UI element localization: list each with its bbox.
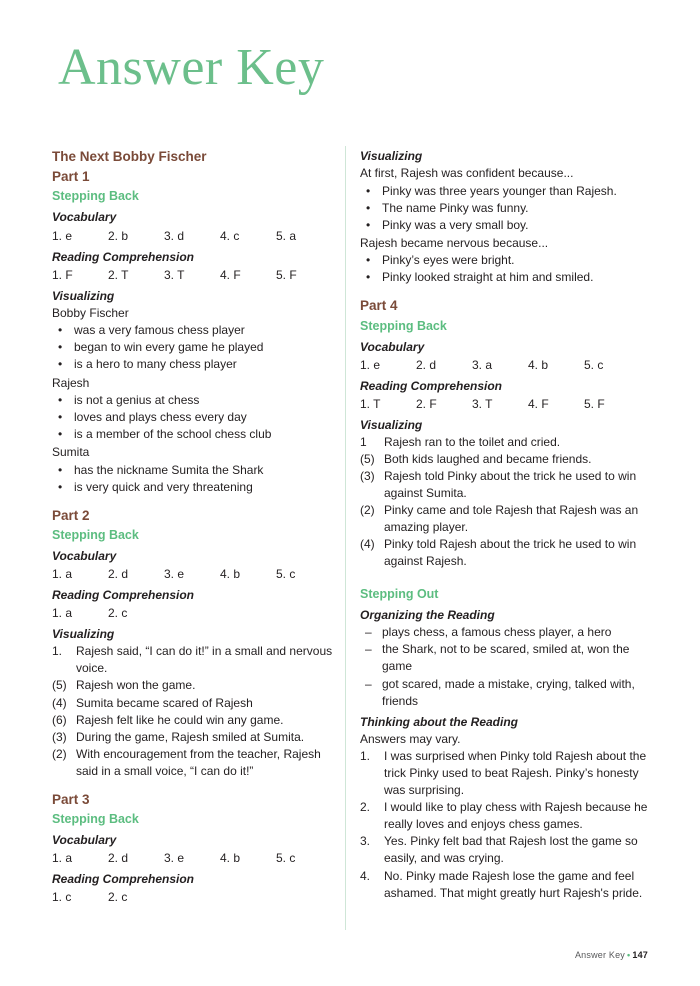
list-marker: (4) <box>360 537 375 552</box>
visualizing-intro: At first, Rajesh was confident because... <box>360 166 574 181</box>
group-bullet-list <box>52 322 342 373</box>
visualizing-bullet-list <box>360 183 650 234</box>
list-text: I would like to play chess with Rajesh because he really loves and enjoys chess games. <box>384 800 648 832</box>
unit-title: The Next Bobby Fischer <box>52 149 207 164</box>
label-visualizing-part-2: Visualizing <box>52 627 115 642</box>
answer-item: 2. d <box>108 850 129 865</box>
label-reading-comprehension-part-2: Reading Comprehension <box>52 588 195 603</box>
list-item <box>52 695 342 712</box>
answer-item: 3. d <box>164 228 185 243</box>
footer-page-number: 147 <box>632 950 648 960</box>
answer-item: 1. e <box>52 228 73 243</box>
list-item: • loves and plays chess every day <box>52 409 342 426</box>
list-marker: (4) <box>52 695 67 710</box>
page-title: Answer Key <box>58 39 325 96</box>
list-text: Rajesh ran to the toilet and cried. <box>384 435 561 450</box>
list-item: • is very quick and very threatening <box>52 479 342 496</box>
answer-item: 4. F <box>220 267 241 282</box>
answer-item: 4. b <box>528 357 549 372</box>
list-text: I was surprised when Pinky told Rajesh about the trick Pinky used to beat Rajesh. Pinky’s honesty was surprising. <box>384 749 647 798</box>
heading-stepping-back-part-3: Stepping Back <box>52 811 139 826</box>
visualizing-intro: Rajesh became nervous because... <box>360 235 549 250</box>
answers-vocabulary-part-3 <box>52 849 342 867</box>
group-name: Rajesh <box>52 375 90 390</box>
right-column <box>360 148 650 903</box>
answer-item: 4. b <box>220 567 241 582</box>
visualizing-bullet-list <box>360 252 650 286</box>
thinking-list <box>360 748 650 901</box>
label-vocabulary-part-2: Vocabulary <box>52 548 117 563</box>
answers-vocabulary-part-2 <box>52 565 342 583</box>
list-item <box>52 729 342 746</box>
list-item: • was a very famous chess player <box>52 322 342 339</box>
list-marker: 1. <box>52 644 63 659</box>
answer-item: 5. F <box>276 267 297 282</box>
heading-part-4: Part 4 <box>360 298 398 314</box>
list-marker: (2) <box>52 746 67 761</box>
list-text: Rajesh won the game. <box>76 678 196 693</box>
list-text: During the game, Rajesh smiled at Sumita. <box>76 729 305 744</box>
answer-item: 1. F <box>52 267 73 282</box>
footer-label: Answer Key <box>574 950 626 960</box>
list-text: Pinky came and tole Rajesh that Rajesh was an amazing player. <box>384 503 639 535</box>
list-item <box>360 468 650 502</box>
answer-item: 1. e <box>360 357 381 372</box>
label-thinking-about-the-reading: Thinking about the Reading <box>360 714 518 729</box>
list-marker: 1 <box>360 435 367 450</box>
answer-item: 1. a <box>52 567 73 582</box>
answers-reading-part-4 <box>360 395 650 413</box>
list-item <box>52 746 342 780</box>
organizing-list <box>360 624 650 709</box>
left-column <box>52 148 342 907</box>
list-marker: 2. <box>360 800 371 815</box>
list-item <box>52 677 342 694</box>
answer-item: 1. T <box>360 396 381 411</box>
answer-item: 4. b <box>220 850 241 865</box>
answer-item: 4. c <box>220 228 240 243</box>
answers-reading-part-2 <box>52 604 342 622</box>
list-item <box>360 502 650 536</box>
answer-item: 1. c <box>52 890 72 905</box>
label-vocabulary-part-3: Vocabulary <box>52 832 117 847</box>
answer-item: 3. e <box>164 850 185 865</box>
answers-reading-part-3 <box>52 888 342 906</box>
heading-stepping-back-part-4: Stepping Back <box>360 318 447 333</box>
answer-item: 2. d <box>108 567 129 582</box>
heading-part-1: Part 1 <box>52 169 90 185</box>
list-text: Rajesh said, “I can do it!” in a small and nervous voice. <box>76 644 333 676</box>
list-item <box>52 643 342 677</box>
list-marker: (3) <box>360 469 375 484</box>
list-item: • has the nickname Sumita the Shark <box>52 462 342 479</box>
footer-separator: • <box>627 950 631 960</box>
list-marker: 3. <box>360 834 371 849</box>
list-item: • is not a genius at chess <box>52 392 342 409</box>
answer-item: 3. T <box>164 267 185 282</box>
answer-item: 3. T <box>472 396 493 411</box>
list-item: – plays chess, a famous chess player, a hero <box>360 624 650 641</box>
list-text: Rajesh told Pinky about the trick he used to win against Sumita. <box>384 469 637 501</box>
label-reading-comprehension-part-4: Reading Comprehension <box>360 378 503 393</box>
visualizing-list-part-2 <box>52 643 342 779</box>
answer-item: 2. F <box>416 396 437 411</box>
heading-stepping-out: Stepping Out <box>360 587 439 602</box>
list-item: • Pinky was three years younger than Rajesh. <box>360 183 650 200</box>
list-marker: (5) <box>52 678 67 693</box>
group-name: Bobby Fischer <box>52 305 129 320</box>
list-item: • is a member of the school chess club <box>52 426 342 443</box>
list-item: • began to win every game he played <box>52 339 342 356</box>
answers-vocabulary-part-1 <box>52 227 342 245</box>
label-reading-comprehension-part-3: Reading Comprehension <box>52 871 195 886</box>
list-text: No. Pinky made Rajesh lose the game and feel ashamed. That might greatly hurt Rajesh's pride. <box>384 868 643 900</box>
list-text: Sumita became scared of Rajesh <box>76 695 253 710</box>
heading-part-2: Part 2 <box>52 507 90 523</box>
list-item: • Pinky was a very small boy. <box>360 217 650 234</box>
heading-part-3: Part 3 <box>52 791 90 807</box>
answer-item: 2. b <box>108 228 129 243</box>
list-marker: (6) <box>52 712 67 727</box>
list-item <box>360 434 650 451</box>
list-item <box>360 833 650 867</box>
answer-item: 2. c <box>108 606 128 621</box>
answer-item: 1. a <box>52 850 73 865</box>
list-item: • The name Pinky was funny. <box>360 200 650 217</box>
list-text: Pinky told Rajesh about the trick he used to win against Rajesh. <box>384 537 637 569</box>
heading-stepping-back-part-2: Stepping Back <box>52 527 139 542</box>
list-marker: 1. <box>360 749 371 764</box>
label-reading-comprehension-part-1: Reading Comprehension <box>52 249 195 264</box>
answer-item: 5. c <box>276 850 296 865</box>
answer-item: 1. a <box>52 606 73 621</box>
list-item <box>360 799 650 833</box>
list-marker: (5) <box>360 452 375 467</box>
group-name: Sumita <box>52 445 90 460</box>
list-item: – got scared, made a mistake, crying, talked with, friends <box>360 676 650 710</box>
answer-item: 4. F <box>528 396 549 411</box>
column-divider <box>345 146 346 930</box>
label-visualizing-part-1: Visualizing <box>52 288 115 303</box>
answer-item: 3. a <box>472 357 493 372</box>
answer-item: 3. e <box>164 567 185 582</box>
list-marker: 4. <box>360 868 371 883</box>
group-bullet-list <box>52 392 342 443</box>
list-item <box>360 868 650 902</box>
list-marker: (3) <box>52 729 67 744</box>
list-marker: (2) <box>360 503 375 518</box>
label-vocabulary-part-4: Vocabulary <box>360 339 425 354</box>
list-item: • is a hero to many chess player <box>52 356 342 373</box>
answers-vocabulary-part-4 <box>360 356 650 374</box>
list-item: • Pinky looked straight at him and smiled. <box>360 269 650 286</box>
answer-item: 2. T <box>108 267 129 282</box>
answer-item: 5. c <box>276 567 296 582</box>
label-vocabulary-part-1: Vocabulary <box>52 210 117 225</box>
page-footer <box>575 950 648 960</box>
label-organizing-the-reading: Organizing the Reading <box>360 608 495 623</box>
list-text: With encouragement from the teacher, Rajesh said in a small voice, “I can do it!” <box>76 746 321 778</box>
heading-stepping-back-part-1: Stepping Back <box>52 189 139 204</box>
list-text: Rajesh felt like he could win any game. <box>76 712 284 727</box>
visualizing-list-part-4 <box>360 434 650 570</box>
answer-item: 5. c <box>584 357 604 372</box>
list-item: – the Shark, not to be scared, smiled at, won the game <box>360 641 650 675</box>
list-item <box>360 536 650 570</box>
answers-reading-part-1 <box>52 266 342 284</box>
list-text: Both kids laughed and became friends. <box>384 452 592 467</box>
group-bullet-list <box>52 462 342 496</box>
list-item <box>360 748 650 799</box>
thinking-note: Answers may vary. <box>360 731 461 746</box>
answer-item: 2. d <box>416 357 437 372</box>
answer-item: 2. c <box>108 890 128 905</box>
list-text: Yes. Pinky felt bad that Rajesh lost the game so easily, and was crying. <box>384 834 638 866</box>
list-item <box>360 451 650 468</box>
label-visualizing-part-3: Visualizing <box>360 149 423 163</box>
list-item <box>52 712 342 729</box>
list-item: • Pinky’s eyes were bright. <box>360 252 650 269</box>
label-visualizing-part-4: Visualizing <box>360 417 423 432</box>
answer-item: 5. F <box>584 396 605 411</box>
answer-item: 5. a <box>276 228 297 243</box>
